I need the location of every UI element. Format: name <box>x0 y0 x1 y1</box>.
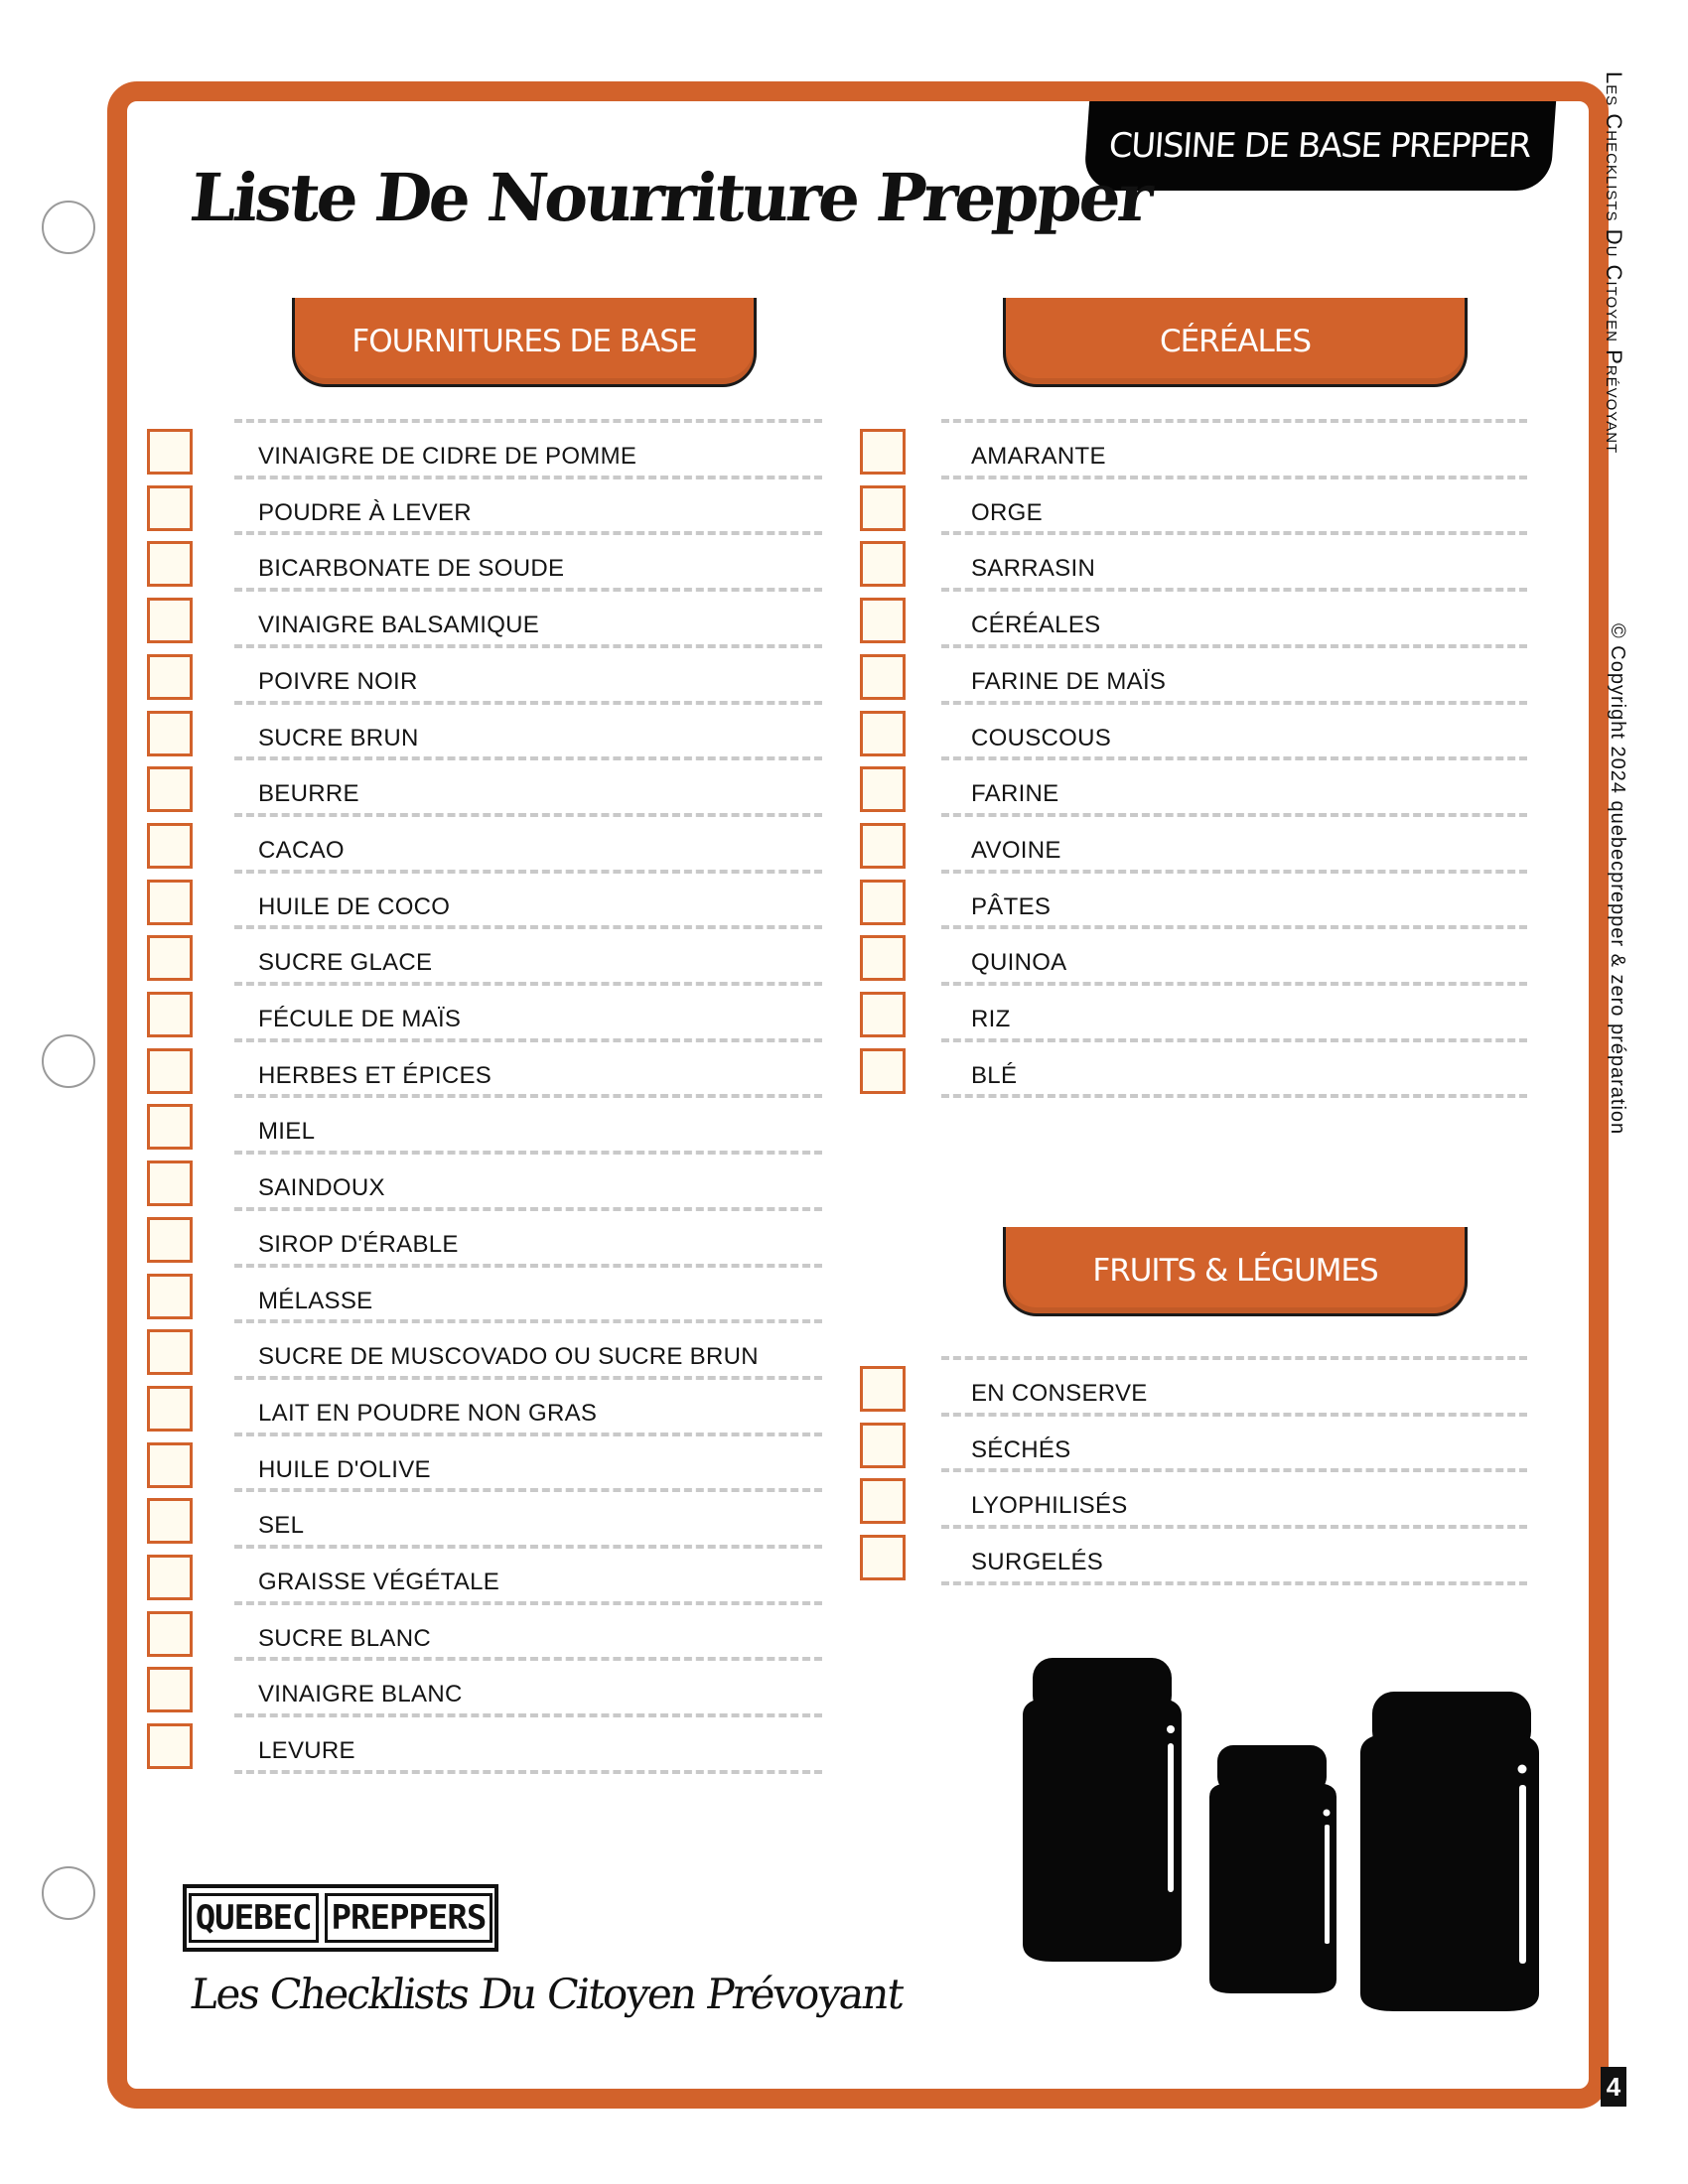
checkbox[interactable] <box>147 598 193 643</box>
checklist-item-label: EN CONSERVE <box>971 1380 1148 1407</box>
checklist-item-label: RIZ <box>971 1006 1011 1032</box>
dashed-rule <box>941 1356 1527 1360</box>
checklist-item-label: SARRASIN <box>971 555 1096 583</box>
dashed-rule <box>941 1581 1527 1585</box>
logo-word: PREPPERS <box>325 1893 493 1943</box>
dashed-rule <box>941 1413 1527 1417</box>
dashed-rule <box>234 1264 822 1268</box>
checkbox[interactable] <box>147 766 193 812</box>
dashed-rule <box>234 531 822 535</box>
checkbox[interactable] <box>860 1366 906 1412</box>
checkbox[interactable] <box>860 935 906 981</box>
checklist-item-label: POIVRE NOIR <box>258 667 418 695</box>
checklist-item-label: SUCRE GLACE <box>258 949 433 977</box>
logo-word: QUEBEC <box>189 1893 319 1943</box>
mason-jars-icon <box>1013 1646 1549 2023</box>
binder-hole-icon <box>42 1034 95 1088</box>
category-tab: CUISINE DE BASE PREPPER <box>1083 101 1556 191</box>
checkbox[interactable] <box>860 598 906 643</box>
dashed-rule <box>234 1207 822 1211</box>
checkbox[interactable] <box>147 1274 193 1319</box>
dashed-rule <box>234 756 822 760</box>
checklist-item-label: HUILE D'OLIVE <box>258 1455 431 1483</box>
dashed-rule <box>234 1038 822 1042</box>
checklist-item-label: CACAO <box>258 836 345 864</box>
dashed-rule <box>234 1094 822 1098</box>
dashed-rule <box>941 701 1527 705</box>
checklist-item-label: SURGELÉS <box>971 1549 1104 1576</box>
checkbox[interactable] <box>860 1048 906 1094</box>
checklist-item-label: BEURRE <box>258 780 359 808</box>
page-number: 4 <box>1601 2067 1626 2107</box>
checkbox[interactable] <box>147 1498 193 1544</box>
dashed-rule <box>941 925 1527 929</box>
dashed-rule <box>941 982 1527 986</box>
jar-middle-icon <box>1209 1745 1336 1993</box>
checklist-item-label: FARINE DE MAÏS <box>971 667 1167 695</box>
binder-hole-icon <box>42 1866 95 1920</box>
jar-left-icon <box>1023 1658 1182 1962</box>
section-header-fruits: FRUITS & LÉGUMES <box>1003 1227 1468 1316</box>
dashed-rule <box>234 644 822 648</box>
checkbox[interactable] <box>147 992 193 1037</box>
checkbox[interactable] <box>147 935 193 981</box>
checkbox[interactable] <box>147 1667 193 1712</box>
checklist-item-label: QUINOA <box>971 949 1067 977</box>
dashed-rule <box>234 476 822 479</box>
checklist-item-label: SAINDOUX <box>258 1174 385 1202</box>
checklist-item-label: SUCRE DE MUSCOVADO OU SUCRE BRUN <box>258 1343 759 1371</box>
dashed-rule <box>941 476 1527 479</box>
checkbox[interactable] <box>147 1048 193 1094</box>
checkbox[interactable] <box>860 654 906 700</box>
dashed-rule <box>234 701 822 705</box>
dashed-rule <box>234 1319 822 1323</box>
footer-series: Les Checklists Du Citoyen Prévoyant <box>187 1970 907 2018</box>
checkbox[interactable] <box>147 823 193 869</box>
checklist-item-label: POUDRE À LEVER <box>258 498 472 526</box>
checklist-item-label: GRAISSE VÉGÉTALE <box>258 1569 500 1595</box>
checkbox[interactable] <box>147 1217 193 1263</box>
checklist-item-label: FÉCULE DE MAÏS <box>258 1006 462 1032</box>
dashed-rule <box>234 982 822 986</box>
dashed-rule <box>941 531 1527 535</box>
checklist-item-label: LYOPHILISÉS <box>971 1492 1128 1520</box>
sidebar-series: Les Checklists Du Citoyen Prévoyant <box>1602 71 1626 455</box>
dashed-rule <box>234 813 822 817</box>
dashed-rule <box>941 588 1527 592</box>
checkbox[interactable] <box>147 1611 193 1657</box>
checklist-item-label: MIEL <box>258 1118 316 1146</box>
checkbox[interactable] <box>147 541 193 587</box>
dashed-rule <box>941 1094 1527 1098</box>
sidebar-copyright: © Copyright 2024 quebecprepper & zero préparation <box>1607 623 1628 1136</box>
checklist-item-label: SUCRE BLANC <box>258 1624 432 1652</box>
dashed-rule <box>234 1657 822 1661</box>
checklist-item-label: VINAIGRE BLANC <box>258 1681 463 1708</box>
checklist-item-label: ORGE <box>971 498 1043 526</box>
checklist-item-label: LAIT EN POUDRE NON GRAS <box>258 1399 598 1427</box>
checkbox[interactable] <box>860 1423 906 1468</box>
dashed-rule <box>234 1376 822 1380</box>
dashed-rule <box>234 1433 822 1436</box>
section-header-cereales: CÉRÉALES <box>1003 298 1468 387</box>
jar-right-icon <box>1360 1692 1539 2011</box>
dashed-rule <box>234 1151 822 1155</box>
checkbox[interactable] <box>147 1386 193 1432</box>
checklist-item-label: PÂTES <box>971 892 1052 920</box>
checklist-item-label: BLÉ <box>971 1061 1018 1089</box>
checkbox[interactable] <box>147 880 193 925</box>
checkbox[interactable] <box>147 654 193 700</box>
dashed-rule <box>941 1525 1527 1529</box>
dashed-rule <box>941 813 1527 817</box>
checklist-item-label: HUILE DE COCO <box>258 892 451 920</box>
checkbox[interactable] <box>147 1329 193 1375</box>
page-title: Liste De Nourriture Prepper <box>186 159 1155 236</box>
checklist-item-label: LEVURE <box>258 1737 355 1765</box>
dashed-rule <box>941 756 1527 760</box>
checklist-item-label: AMARANTE <box>971 443 1106 470</box>
checkbox[interactable] <box>147 1555 193 1600</box>
checkbox[interactable] <box>860 1478 906 1524</box>
checklist-item-label: COUSCOUS <box>971 724 1112 751</box>
checklist-item-label: VINAIGRE BALSAMIQUE <box>258 612 540 639</box>
checkbox[interactable] <box>860 1535 906 1580</box>
dashed-rule <box>234 1601 822 1605</box>
dashed-rule <box>941 1038 1527 1042</box>
checklist-item-label: VINAIGRE DE CIDRE DE POMME <box>258 443 637 470</box>
checkbox[interactable] <box>147 1160 193 1206</box>
dashed-rule <box>234 1770 822 1774</box>
dashed-rule <box>234 419 822 423</box>
checklist-item-label: SÉCHÉS <box>971 1435 1071 1463</box>
checkbox[interactable] <box>147 429 193 475</box>
checkbox[interactable] <box>147 485 193 531</box>
checkbox[interactable] <box>860 823 906 869</box>
dashed-rule <box>234 925 822 929</box>
dashed-rule <box>234 1713 822 1717</box>
checkbox[interactable] <box>860 766 906 812</box>
dashed-rule <box>941 1468 1527 1472</box>
checkbox[interactable] <box>860 541 906 587</box>
checkbox[interactable] <box>860 992 906 1037</box>
section-header-fournitures: FOURNITURES DE BASE <box>292 298 757 387</box>
checklist-item-label: BICARBONATE DE SOUDE <box>258 555 565 583</box>
checklist-item-label: SIROP D'ÉRABLE <box>258 1230 459 1258</box>
checkbox[interactable] <box>860 711 906 756</box>
checkbox[interactable] <box>860 485 906 531</box>
dashed-rule <box>234 588 822 592</box>
checklist-item-label: FARINE <box>971 780 1059 808</box>
checkbox[interactable] <box>147 1104 193 1150</box>
checklist-item-label: SEL <box>258 1512 305 1540</box>
dashed-rule <box>234 1545 822 1549</box>
checkbox[interactable] <box>147 711 193 756</box>
checklist-item-label: HERBES ET ÉPICES <box>258 1061 492 1089</box>
checkbox[interactable] <box>147 1442 193 1488</box>
checkbox[interactable] <box>860 880 906 925</box>
checkbox[interactable] <box>860 429 906 475</box>
dashed-rule <box>941 870 1527 874</box>
dashed-rule <box>234 1488 822 1492</box>
dashed-rule <box>941 419 1527 423</box>
binder-hole-icon <box>42 201 95 254</box>
checkbox[interactable] <box>147 1723 193 1769</box>
checklist-item-label: MÉLASSE <box>258 1287 373 1314</box>
dashed-rule <box>941 644 1527 648</box>
quebec-preppers-logo <box>183 1884 498 1952</box>
checklist-item-label: AVOINE <box>971 836 1061 864</box>
checklist-item-label: CÉRÉALES <box>971 612 1101 639</box>
checklist-item-label: SUCRE BRUN <box>258 724 419 751</box>
dashed-rule <box>234 870 822 874</box>
